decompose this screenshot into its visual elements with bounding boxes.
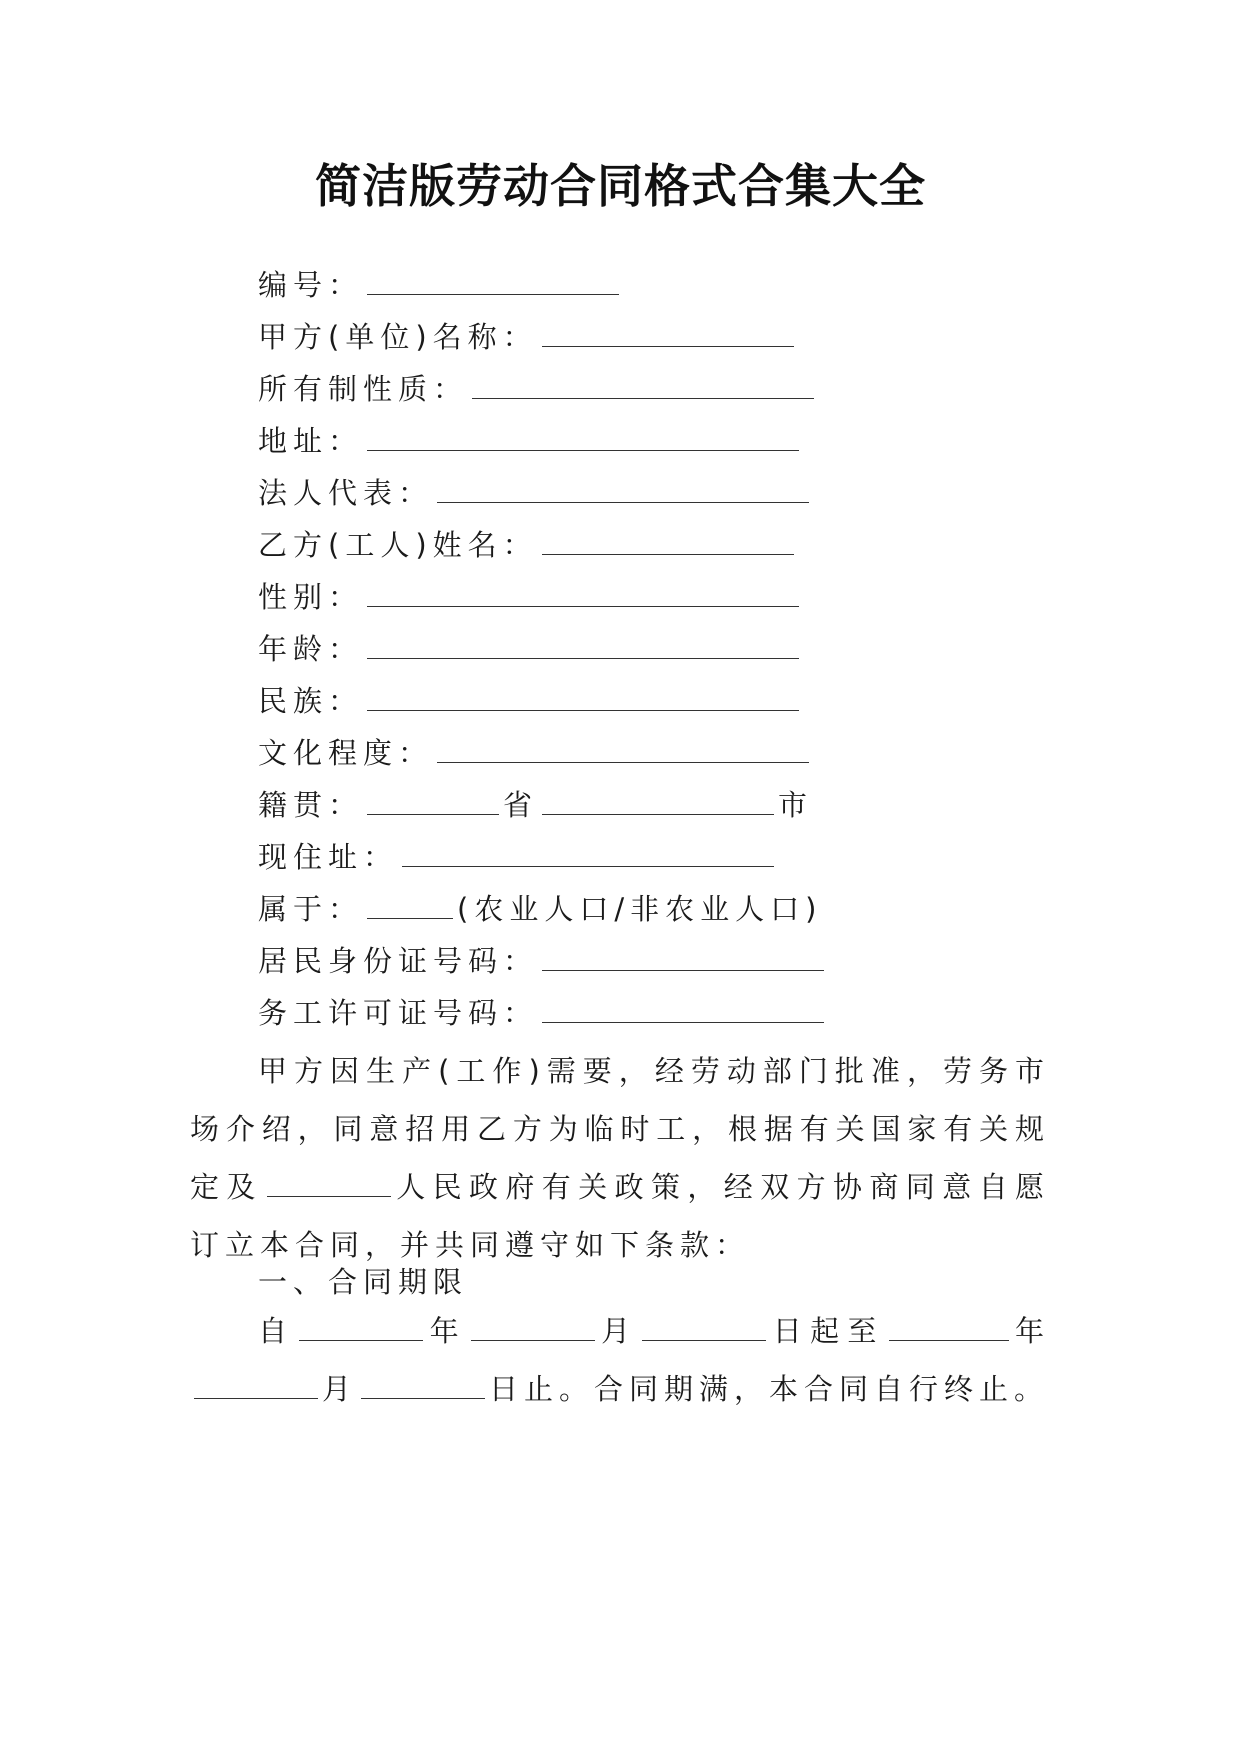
section-heading-term: 一、合同期限 xyxy=(258,1265,469,1299)
field-party-b-name xyxy=(258,524,798,565)
field-party-b-name-label: 乙方(工人)姓名： xyxy=(258,528,538,562)
field-ethnicity-label: 民族： xyxy=(258,684,364,718)
field-belongs-to-blank[interactable] xyxy=(367,888,453,919)
field-current-address xyxy=(258,836,778,877)
field-native-city-blank[interactable] xyxy=(542,784,774,815)
term-start-year-blank[interactable] xyxy=(299,1310,423,1341)
field-address xyxy=(258,420,803,461)
field-ethnicity-blank[interactable] xyxy=(367,680,799,711)
field-native-place xyxy=(258,784,813,825)
field-native-city-label: 市 xyxy=(778,788,814,822)
field-education xyxy=(258,732,813,773)
term-day-start-label: 日起至 xyxy=(770,1314,885,1348)
field-party-a-name xyxy=(258,316,798,357)
term-end-month-blank[interactable] xyxy=(194,1368,318,1399)
intro-text-part1: 甲方因生产(工作)需要，经劳动部门批准，劳务市场介绍，同意招用乙方为临时工，根据有关国家有关规定及 xyxy=(190,1054,1050,1204)
field-gender-blank[interactable] xyxy=(367,576,799,607)
field-legal-rep-blank[interactable] xyxy=(437,472,809,503)
field-work-permit-blank[interactable] xyxy=(542,992,824,1023)
field-legal-rep-label: 法人代表： xyxy=(258,476,434,510)
field-ethnicity xyxy=(258,680,803,721)
field-gender-label: 性别： xyxy=(258,580,364,614)
term-from: 自 xyxy=(258,1314,296,1348)
field-native-province-blank[interactable] xyxy=(367,784,499,815)
field-belongs-to-label: 属于： xyxy=(258,892,364,926)
field-number-blank[interactable] xyxy=(367,264,619,295)
field-native-place-label: 籍贯： xyxy=(258,788,364,822)
term-year-label: 年 xyxy=(427,1314,467,1348)
term-end-day-blank[interactable] xyxy=(361,1368,485,1399)
field-id-number xyxy=(258,940,828,981)
field-legal-rep xyxy=(258,472,813,513)
field-party-a-name-blank[interactable] xyxy=(542,316,794,347)
term-end-text: 日止。合同期满，本合同自行终止。 xyxy=(489,1372,1050,1406)
field-education-label: 文化程度： xyxy=(258,736,434,770)
field-age-blank[interactable] xyxy=(367,628,799,659)
field-ownership-blank[interactable] xyxy=(472,368,814,399)
field-age-label: 年龄： xyxy=(258,632,364,666)
term-end-year-blank[interactable] xyxy=(889,1310,1009,1341)
field-native-province-label: 省 xyxy=(503,788,539,822)
document-title: 简洁版劳动合同格式合集大全 xyxy=(315,159,926,213)
term-month-label: 月 xyxy=(598,1314,639,1348)
field-party-a-name-label: 甲方(单位)名称： xyxy=(258,320,538,354)
field-ownership xyxy=(258,368,818,409)
field-current-address-blank[interactable] xyxy=(402,836,774,867)
field-address-blank[interactable] xyxy=(367,420,799,451)
field-education-blank[interactable] xyxy=(437,732,809,763)
field-party-b-name-blank[interactable] xyxy=(542,524,794,555)
field-belongs-options: (农业人口/非农业人口) xyxy=(457,892,823,926)
term-start-day-blank[interactable] xyxy=(642,1310,766,1341)
field-number xyxy=(258,264,623,305)
field-gender xyxy=(258,576,803,617)
intro-text-part2: 人民政府有关政策，经双方协商同意自愿订立本合同，并共同遵守如下条款： xyxy=(190,1170,1050,1262)
field-id-number-blank[interactable] xyxy=(542,940,824,971)
field-work-permit xyxy=(258,992,828,1033)
field-work-permit-label: 务工许可证号码： xyxy=(258,996,539,1030)
term-month2-label: 月 xyxy=(322,1372,358,1406)
field-address-label: 地址： xyxy=(258,424,364,458)
field-id-number-label: 居民身份证号码： xyxy=(258,944,539,978)
field-current-address-label: 现住址： xyxy=(258,840,399,874)
intro-paragraph xyxy=(190,1042,1050,1274)
field-number-label: 编号： xyxy=(258,268,364,302)
field-belongs-to xyxy=(258,888,822,929)
field-ownership-label: 所有制性质： xyxy=(258,372,469,406)
term-paragraph xyxy=(190,1302,1050,1418)
term-start-month-blank[interactable] xyxy=(471,1310,595,1341)
field-age xyxy=(258,628,803,669)
intro-government-blank[interactable] xyxy=(267,1166,391,1197)
term-year2-label: 年 xyxy=(1012,1314,1050,1348)
